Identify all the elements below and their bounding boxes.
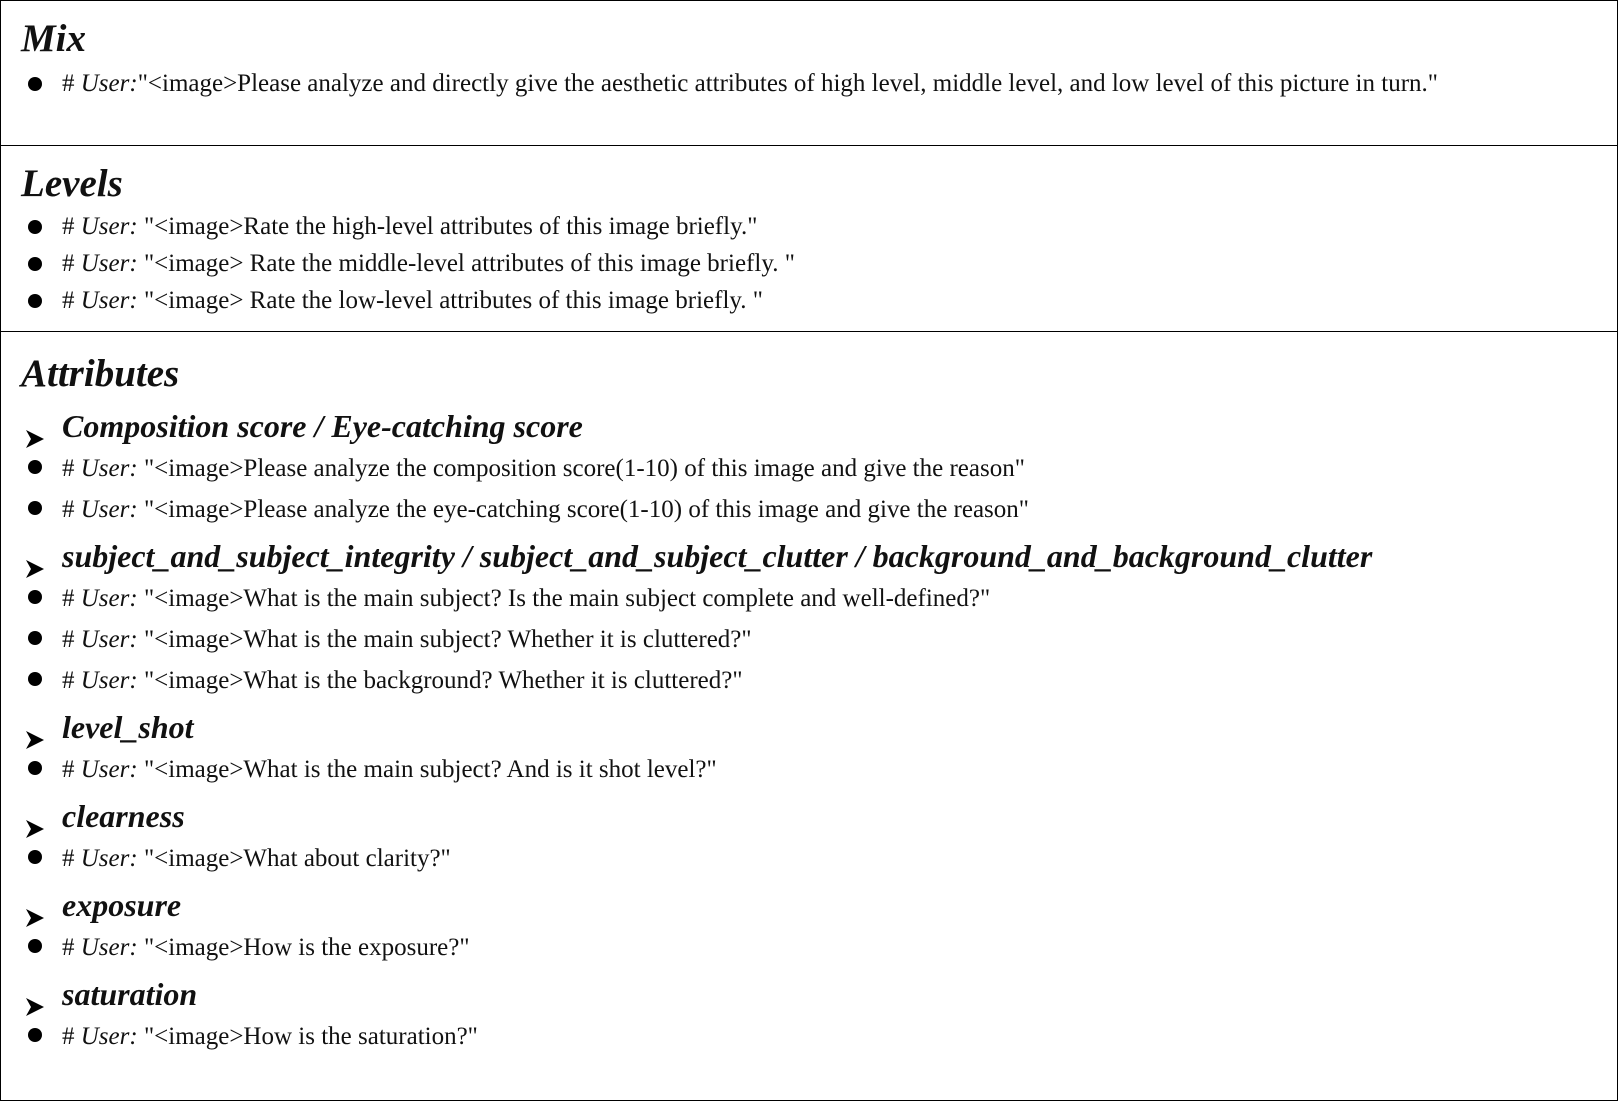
prompt-bullet-item [21, 1016, 1617, 1057]
prompt-list [21, 208, 1617, 319]
filled-circle-icon [28, 77, 42, 91]
attribute-group [21, 972, 1617, 1057]
hash-prefix: # [62, 756, 81, 783]
attribute-heading [21, 404, 1617, 448]
prompt-bullet-item [21, 838, 1617, 879]
attribute-heading [21, 794, 1617, 838]
prompt-text: "<image>What is the background? Whether it is cluttered?" [137, 667, 743, 694]
prompt-bullet-item [21, 208, 1617, 245]
attribute-group [21, 705, 1617, 790]
filled-circle-icon [28, 1028, 42, 1042]
prompt-text: "<image> Rate the middle-level attributes of this image briefly. " [137, 250, 795, 277]
section-title-mix: Mix [21, 17, 87, 60]
prompt-text: "<image>Rate the high-level attributes of this image briefly." [137, 213, 758, 240]
user-label: User: [80, 585, 138, 612]
filled-circle-icon [28, 631, 42, 645]
user-label: User: [80, 667, 138, 694]
arrow-right-icon [25, 806, 45, 826]
prompt-text: "<image>How is the saturation?" [137, 1023, 478, 1050]
attribute-group [21, 794, 1617, 879]
attribute-heading-text: clearness [62, 798, 185, 834]
user-label: User: [80, 756, 138, 783]
user-label: User: [80, 626, 138, 653]
user-label: User: [80, 70, 138, 97]
prompt-bullet-item [21, 489, 1617, 530]
attribute-heading [21, 534, 1617, 578]
section-levels [1, 146, 1617, 332]
user-label: User: [80, 1023, 138, 1050]
prompt-bullet-item [21, 749, 1617, 790]
prompt-text: "<image>Please analyze the composition score(1-10) of this image and give the reason" [137, 455, 1025, 482]
user-label: User: [80, 213, 138, 240]
arrow-right-icon [25, 546, 45, 566]
filled-circle-icon [28, 850, 42, 864]
filled-circle-icon [28, 501, 42, 515]
hash-prefix: # [62, 455, 81, 482]
prompt-bullet-item [21, 245, 1617, 282]
prompt-text: "<image>What is the main subject? And is it shot level?" [137, 756, 717, 783]
hash-prefix: # [62, 1023, 81, 1050]
filled-circle-icon [28, 220, 42, 234]
hash-prefix: # [62, 626, 81, 653]
section-attributes [1, 332, 1617, 1100]
user-label: User: [80, 455, 138, 482]
filled-circle-icon [28, 460, 42, 474]
arrow-right-icon [25, 984, 45, 1004]
filled-circle-icon [28, 672, 42, 686]
prompt-list [21, 65, 1617, 102]
arrow-right-icon [25, 717, 45, 737]
prompt-bullet-item [21, 448, 1617, 489]
hash-prefix: # [62, 585, 81, 612]
user-label: User: [80, 934, 138, 961]
arrow-right-icon [25, 416, 45, 436]
attribute-group [21, 404, 1617, 530]
prompt-text: "<image>How is the exposure?" [137, 934, 470, 961]
filled-circle-icon [28, 294, 42, 308]
user-label: User: [80, 845, 138, 872]
prompt-bullet-item [21, 660, 1617, 701]
section-title-attributes: Attributes [21, 352, 180, 395]
attribute-groups [21, 404, 1617, 1057]
arrow-right-icon [25, 895, 45, 915]
attribute-group [21, 534, 1617, 701]
prompt-text: "<image>Please analyze the eye-catching score(1-10) of this image and give the reason" [137, 496, 1029, 523]
prompt-text: "<image>What is the main subject? Whether it is cluttered?" [137, 626, 752, 653]
attribute-heading [21, 883, 1617, 927]
section-title-levels: Levels [21, 162, 123, 205]
hash-prefix: # [62, 250, 81, 277]
hash-prefix: # [62, 934, 81, 961]
prompt-text: "<image>Please analyze and directly give the aesthetic attributes of high level, middle level, and low level of this picture in turn." [137, 70, 1438, 97]
attribute-heading-text: Composition score / Eye-catching score [62, 408, 583, 444]
hash-prefix: # [62, 287, 81, 314]
filled-circle-icon [28, 257, 42, 271]
hash-prefix: # [62, 70, 81, 97]
prompt-text: "<image>What is the main subject? Is the main subject complete and well-defined?" [137, 585, 991, 612]
hash-prefix: # [62, 667, 81, 694]
attribute-heading-text: exposure [62, 887, 182, 923]
prompt-bullet-item [21, 619, 1617, 660]
attribute-heading-text: saturation [62, 976, 198, 1012]
hash-prefix: # [62, 845, 81, 872]
attribute-heading-text: level_shot [62, 709, 194, 745]
prompt-bullet-item [21, 927, 1617, 968]
prompt-text: "<image>What about clarity?" [137, 845, 451, 872]
user-label: User: [80, 287, 138, 314]
user-label: User: [80, 250, 138, 277]
filled-circle-icon [28, 590, 42, 604]
filled-circle-icon [28, 761, 42, 775]
user-label: User: [80, 496, 138, 523]
prompt-bullet-item [21, 578, 1617, 619]
attribute-heading-text: subject_and_subject_integrity / subject_and_subject_clutter / background_and_background_clutter [62, 538, 1373, 574]
filled-circle-icon [28, 939, 42, 953]
prompt-text: "<image> Rate the low-level attributes of this image briefly. " [137, 287, 763, 314]
section-mix [1, 1, 1617, 146]
hash-prefix: # [62, 213, 81, 240]
attribute-heading [21, 972, 1617, 1016]
attribute-group [21, 883, 1617, 968]
prompt-bullet-item [21, 282, 1617, 319]
prompt-bullet-item [21, 65, 1617, 102]
hash-prefix: # [62, 496, 81, 523]
attribute-heading [21, 705, 1617, 749]
